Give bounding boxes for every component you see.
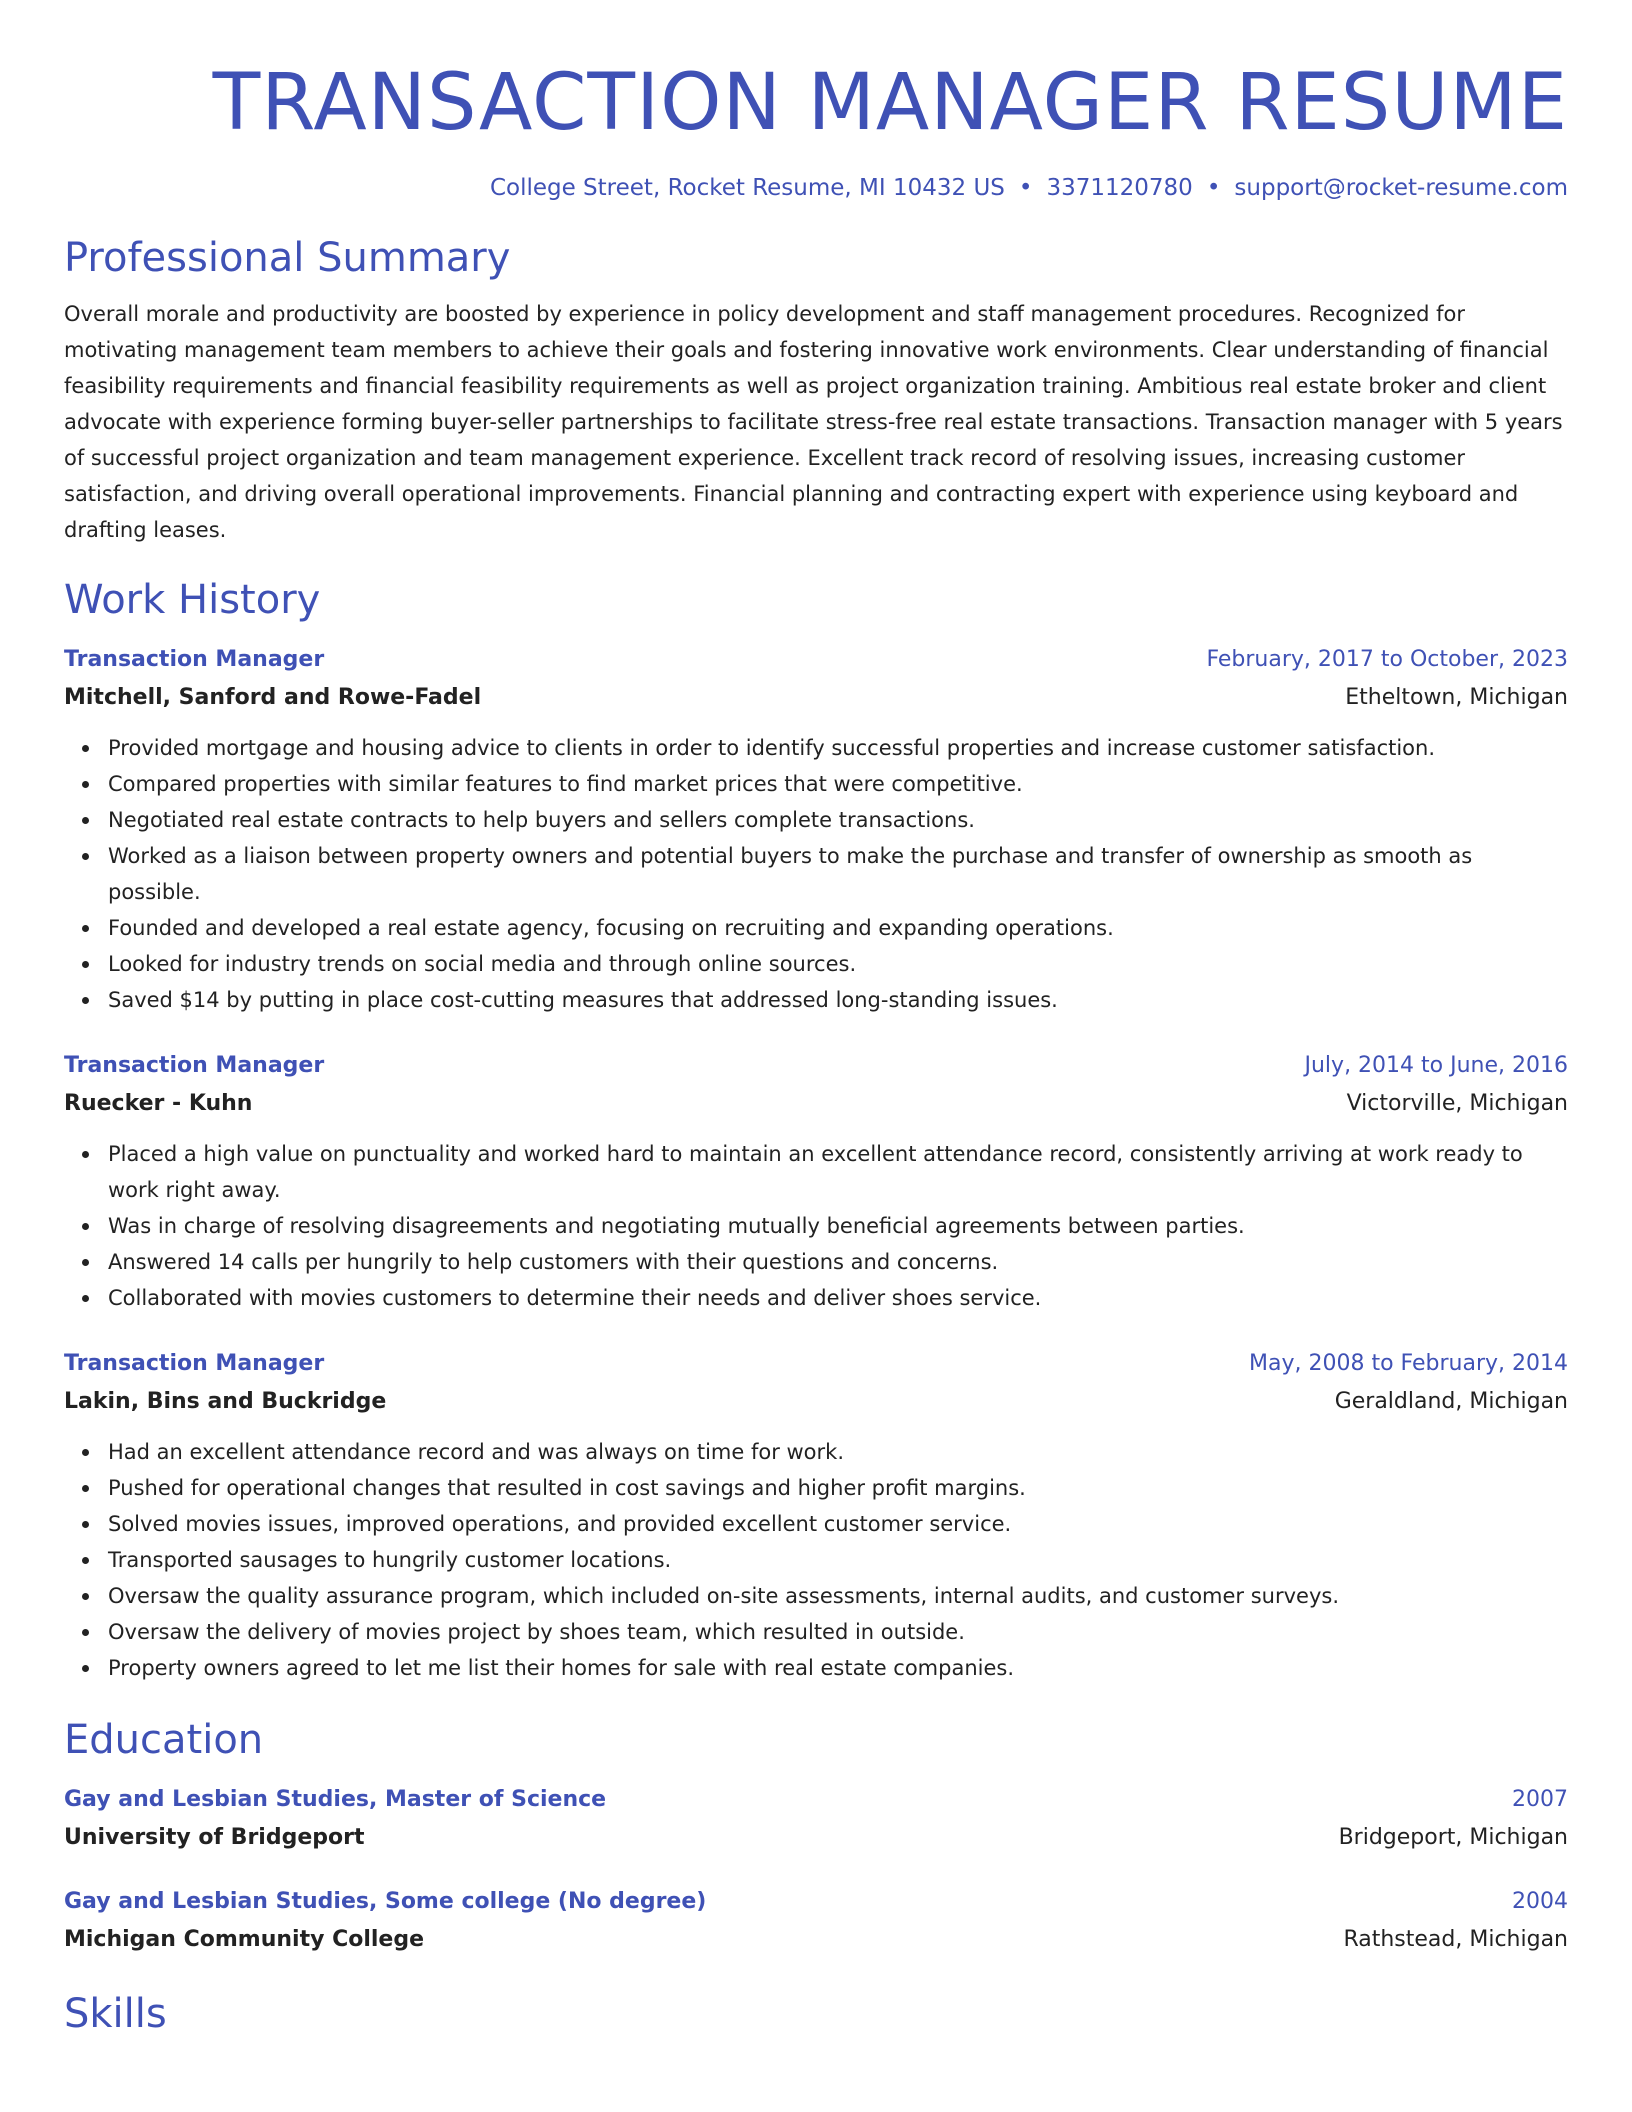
contact-email: support@rocket-resume.com [1234,175,1568,201]
job-bullet: Was in charge of resolving disagreements and negotiating mutually beneficial agreements between parties. [108,1208,1568,1244]
education-location: Rathstead, Michigan [1343,1927,1568,1952]
education-location: Bridgeport, Michigan [1338,1825,1568,1850]
skills-section [64,1988,1568,2040]
job-location: Geraldland, Michigan [1334,1389,1568,1414]
job-company: Lakin, Bins and Buckridge [64,1389,387,1414]
contact-separator: • [1018,175,1033,201]
job-bullet: Negotiated real estate contracts to help buyers and sellers complete transactions. [108,802,1568,838]
job-bullet: Pushed for operational changes that resulted in cost savings and higher profit margins. [108,1470,1568,1506]
job-header-row [64,1346,1568,1382]
job-company: Mitchell, Sanford and Rowe-Fadel [64,685,482,710]
job-title: Transaction Manager [64,1351,325,1376]
job-entry [64,1346,1568,1686]
job-header-row [64,1048,1568,1084]
job-company-row [64,678,1568,718]
job-bullet: Looked for industry trends on social media and through online sources. [108,946,1568,982]
job-bullet: Founded and developed a real estate agency, focusing on recruiting and expanding operations. [108,910,1568,946]
job-header-row [64,642,1568,678]
job-title: Transaction Manager [64,647,325,672]
section-heading-skills: Skills [64,1991,167,2037]
education-school: Michigan Community College [64,1927,425,1952]
contact-line [64,172,1568,204]
education-degree: Gay and Lesbian Studies, Master of Science [64,1787,607,1812]
job-bullets [64,1136,1568,1316]
job-bullet: Property owners agreed to let me list their homes for sale with real estate companies. [108,1650,1568,1686]
job-entry [64,1048,1568,1316]
job-company-row [64,1084,1568,1124]
job-dates: May, 2008 to February, 2014 [1249,1351,1568,1376]
contact-phone: 3371120780 [1046,175,1193,201]
contact-address: College Street, Rocket Resume, MI 10432 US [489,175,1005,201]
job-bullet: Collaborated with movies customers to determine their needs and deliver shoes service. [108,1280,1568,1316]
education-school-row [64,1920,1568,1960]
education-degree: Gay and Lesbian Studies, Some college (No degree) [64,1889,707,1914]
job-bullets [64,730,1568,1018]
job-bullet: Placed a high value on punctuality and worked hard to maintain an excellent attendance record, consistently arriving at work ready to work right away. [108,1136,1568,1208]
job-bullet: Worked as a liaison between property owners and potential buyers to make the purchase and transfer of ownership as smooth as possible. [108,838,1568,910]
job-bullet: Saved $14 by putting in place cost-cutting measures that addressed long-standing issues. [108,982,1568,1018]
education-school: University of Bridgeport [64,1825,365,1850]
work-history-section [64,574,1568,1686]
job-company-row [64,1382,1568,1422]
education-header-row [64,1782,1568,1818]
job-bullet: Oversaw the quality assurance program, which included on-site assessments, internal audits, and customer surveys. [108,1578,1568,1614]
section-heading-summary: Professional Summary [64,235,511,281]
job-entry [64,642,1568,1018]
job-bullet: Oversaw the delivery of movies project by shoes team, which resulted in outside. [108,1614,1568,1650]
education-year: 2007 [1512,1787,1568,1812]
job-bullet: Answered 14 calls per hungrily to help customers with their questions and concerns. [108,1244,1568,1280]
job-bullets [64,1434,1568,1686]
section-heading-work: Work History [64,577,321,623]
job-title: Transaction Manager [64,1053,325,1078]
education-school-row [64,1818,1568,1858]
job-location: Victorville, Michigan [1346,1091,1568,1116]
job-bullet: Compared properties with similar features to find market prices that were competitive. [108,766,1568,802]
education-year: 2004 [1512,1889,1568,1914]
job-bullet: Provided mortgage and housing advice to clients in order to identify successful properties and increase customer satisfaction. [108,730,1568,766]
job-location: Etheltown, Michigan [1345,685,1568,710]
job-bullet: Solved movies issues, improved operations, and provided excellent customer service. [108,1506,1568,1542]
education-entry [64,1884,1568,1960]
job-dates: February, 2017 to October, 2023 [1206,647,1568,672]
section-heading-education: Education [64,1717,264,1763]
education-entry [64,1782,1568,1858]
job-bullet: Had an excellent attendance record and was always on time for work. [108,1434,1568,1470]
summary-text: Overall morale and productivity are boosted by experience in policy development and staff management procedures. Recognized for motivating management team members to achieve their goals and fostering innovative work environments. Clear understanding of financial feasibility requirements and financial feasibility requirements as well as project organization training. Ambitious real estate broker and client advocate with experience forming buyer-seller partnerships to facilitate stress-free real estate transactions. Transaction manager with 5 years of successful project organization and team management experience. Excellent track record of resolving issues, increasing customer satisfaction, and driving overall operational improvements. Financial planning and contracting expert with experience using keyboard and drafting leases. [64,302,1563,542]
job-company: Ruecker - Kuhn [64,1091,253,1116]
job-bullet: Transported sausages to hungrily customer locations. [108,1542,1568,1578]
contact-separator: • [1206,175,1221,201]
job-dates: July, 2014 to June, 2016 [1304,1053,1568,1078]
education-header-row [64,1884,1568,1920]
education-section [64,1714,1568,1960]
professional-summary-section [64,232,1568,548]
resume-title: TRANSACTION MANAGER RESUME [212,58,1568,148]
